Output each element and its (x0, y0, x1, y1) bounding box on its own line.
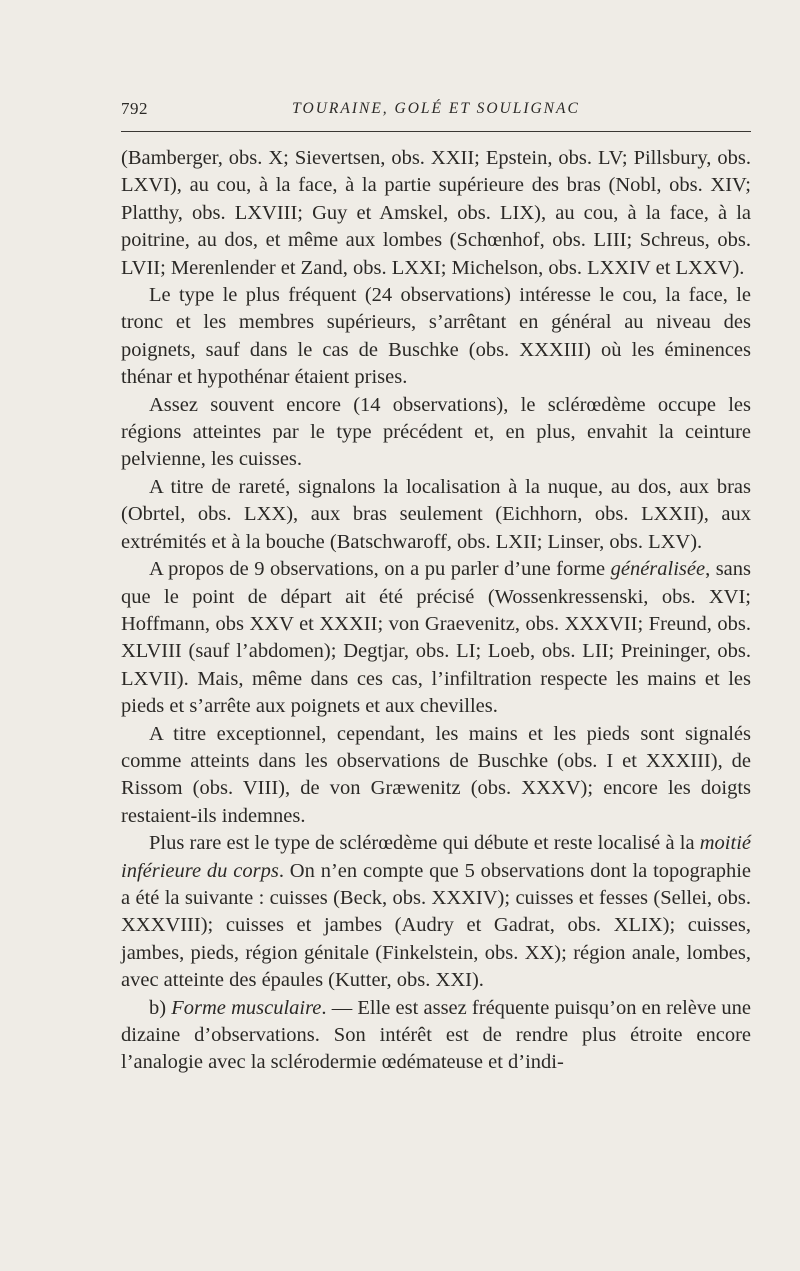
page-number: 792 (121, 99, 148, 118)
paragraph-3: Assez souvent encore (14 observations), le sclérœdème occupe les régions atteintes par le type précédent et, en plus, envahit la ceinture pelvienne, les cuisses. (121, 393, 751, 471)
paragraph-4: A titre de rareté, signalons la localisation à la nuque, au dos, aux bras (Obrtel, obs. LXX), aux bras seulement (Eichhorn, obs. LXXII), aux extrémités et à la bouche (Batschwaroff, obs. LXII; Linser, obs. LXV). (121, 475, 751, 553)
paragraph-7: Plus rare est le type de sclérœdème qui débute et reste localisé à la moitié inférieure du corps. On n’en compte que 5 observations dont la topographie a été la suivante : cuisses (Beck, obs. XXXIV); cuisses et fesses (Sellei, obs. XXXVIII); cuisses et jambes (Audry et Gadrat, obs. XLIX); cuisses, jambes, pieds, région génitale (Finkelstein, obs. XX); région anale, lombes, avec atteinte des épaules (Kutter, obs. XXI). (121, 832, 751, 992)
italic-term: généralisée (610, 558, 706, 581)
body-text (121, 145, 751, 1077)
header-rule (121, 131, 751, 132)
paragraph-2: Le type le plus fréquent (24 observations) intéresse le cou, la face, le tronc et les membres supérieurs, s’arrêtant en général au niveau des poignets, sauf dans le cas de Buschke (obs. XXXIII) où les éminences thénar et hypothénar étaient prises. (121, 284, 751, 389)
paragraph-1: (Bamberger, obs. X; Sievertsen, obs. XXII; Epstein, obs. LV; Pillsbury, obs. LXVI), au cou, à la face, à la partie supérieure des bras (Nobl, obs. XIV; Platthy, obs. LXVIII; Guy et Amskel, obs. LIX), au cou, à la face, à la poitrine, au dos, et même aux lombes (Schœnhof, obs. LIII; Schreus, obs. LVII; Merenlender et Zand, obs. LXXI; Michelson, obs. LXXIV et LXXV). (121, 147, 751, 279)
running-head: TOURAINE, GOLÉ ET SOULIGNAC (292, 100, 580, 117)
paragraph-8: b) Forme musculaire. — Elle est assez fréquente puisqu’on en relève une dizaine d’observations. Son intérêt est de rendre plus étroite encore l’analogie avec la sclérodermie œdémateuse et d’indi- (121, 996, 752, 1074)
italic-term: moitié inférieure du corps (121, 832, 751, 882)
section-heading-italic: Forme musculaire (171, 996, 322, 1019)
paragraph-6: A titre exceptionnel, cependant, les mains et les pieds sont signalés comme atteints dans les observations de Buschke (obs. I et XXXIII), de Rissom (obs. VIII), de von Græwenitz (obs. XXXV); encore les doigts restaient-ils indemnes. (121, 722, 751, 827)
paragraph-5: A propos de 9 observations, on a pu parler d’une forme généralisée, sans que le point de départ ait été précisé (Wossenkressenski, obs. XVI; Hoffmann, obs XXV et XXXII; von Graevenitz, obs. XXXVII; Freund, obs. XLVIII (sauf l’abdomen); Degtjar, obs. LI; Loeb, obs. LII; Preininger, obs. LXVII). Mais, même dans ces cas, l’infiltration respecte les mains et les pieds et s’arrête aux poignets et aux chevilles. (121, 558, 751, 718)
